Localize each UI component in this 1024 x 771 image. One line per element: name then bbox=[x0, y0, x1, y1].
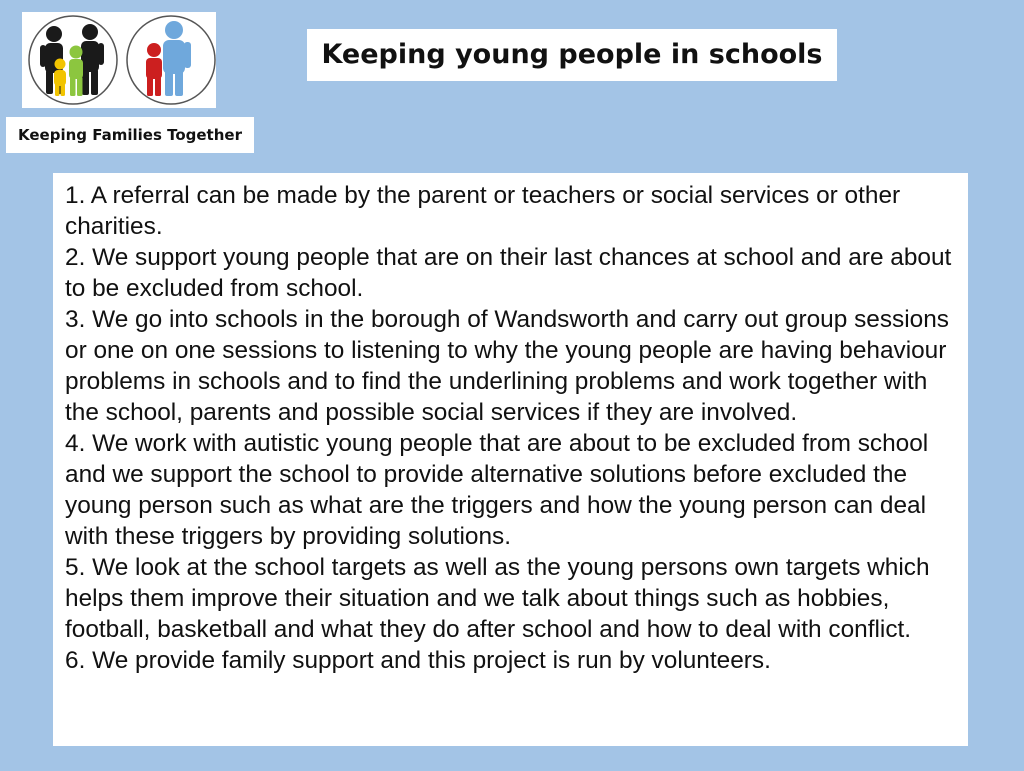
family-logo bbox=[22, 12, 216, 108]
page-title: Keeping young people in schools bbox=[307, 29, 837, 81]
list-item: 3. We go into schools in the borough of Wandsworth and carry out group sessions or one on one sessions to listening to why the young people are having behaviour problems in schools and to find the underlining problems and work together with the school, parents and possible social services if they are involved. bbox=[65, 306, 949, 426]
list-item: 1. A referral can be made by the parent or teachers or social services or other charities. bbox=[65, 182, 901, 240]
family-logo-icon bbox=[22, 12, 216, 108]
list-item: 5. We look at the school targets as well as the young persons own targets which helps them improve their situation and we talk about things such as hobbies, football, basketball and what they do after school and how to deal with conflict. bbox=[65, 554, 930, 643]
list-item: 6. We provide family support and this project is run by volunteers. bbox=[65, 647, 771, 674]
content-panel bbox=[53, 173, 968, 746]
list-item: 4. We work with autistic young people that are about to be excluded from school and we support the school to provide alternative solutions before excluded the young person such as what are the triggers and how the young person can deal with these triggers by providing solutions. bbox=[65, 430, 929, 550]
organization-name: Keeping Families Together bbox=[6, 117, 254, 153]
list-item: 2. We support young people that are on their last chances at school and are about to be excluded from school. bbox=[65, 244, 952, 302]
